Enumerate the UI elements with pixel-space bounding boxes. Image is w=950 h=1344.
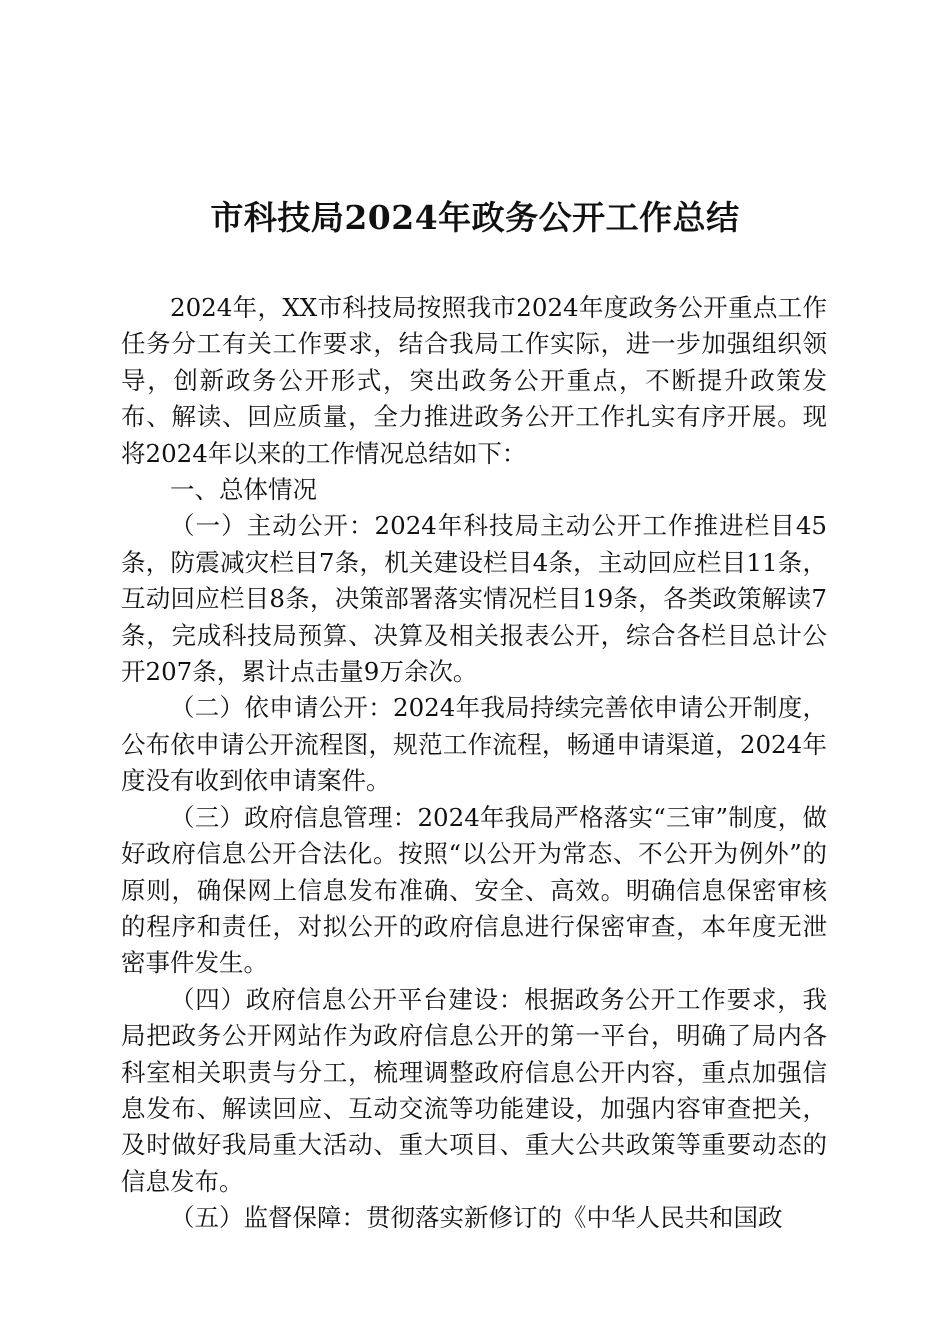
item-lead: （三）政府信息管理： bbox=[170, 802, 418, 832]
document-body bbox=[121, 290, 827, 1237]
item-text: 根据政务公开工作要求，我局把政务公开网站作为政府信息公开的第一平台，明确了局内各科室相关职责与分工，梳理调整政府信息公开内容，重点加强信息发布、解读回应、互动交流等功能建设，加强内容审查把关，及时做好我局重大活动、重大项目、重大公共政策等重要动态的信息发布。 bbox=[121, 984, 828, 1196]
item-paragraph-information-management bbox=[121, 800, 827, 982]
item-paragraph-supervision bbox=[121, 1200, 827, 1236]
section-heading-overview: 一、总体情况 bbox=[170, 475, 317, 505]
item-lead: （五）监督保障： bbox=[170, 1203, 366, 1233]
item-paragraph-proactive-disclosure bbox=[121, 508, 827, 690]
item-text: 贯彻落实新修订的《中华人民共和国政 bbox=[366, 1203, 783, 1233]
item-paragraph-application-disclosure bbox=[121, 690, 827, 799]
item-lead: （一）主动公开： bbox=[170, 511, 375, 541]
item-paragraph-platform-building bbox=[121, 982, 827, 1200]
document-title: 市科技局2024年政务公开工作总结 bbox=[210, 198, 740, 237]
item-lead: （四）政府信息公开平台建设： bbox=[170, 984, 525, 1014]
intro-paragraph: 2024年，XX市科技局按照我市2024年度政务公开重点工作任务分工有关工作要求，结合我局工作实际，进一步加强组织领导，创新政务公开形式，突出政务公开重点，不断提升政策发布、解读、回应质量，全力推进政务公开工作扎实有序开展。现将2024年以来的工作情况总结如下： bbox=[121, 293, 827, 468]
item-text: 2024年我局持续完善依申请公开制度，公布依申请公开流程图，规范工作流程，畅通申请渠道，2024年度没有收到依申请案件。 bbox=[121, 693, 827, 796]
item-text: 2024年我局严格落实“三审”制度，做好政府信息公开合法化。按照“以公开为常态、不公开为例外”的原则，确保网上信息发布准确、安全、高效。明确信息保密审核的程序和责任，对拟公开的政府信息进行保密审查，本年度无泄密事件发生。 bbox=[121, 802, 827, 978]
item-text: 2024年科技局主动公开工作推进栏目45条，防震减灾栏目7条，机关建设栏目4条，主动回应栏目11条，互动回应栏目8条，决策部署落实情况栏目19条，各类政策解读7条，完成科技局预算、决算及相关报表公开，综合各栏目总计公开207条，累计点击量9万余次。 bbox=[121, 511, 827, 687]
item-lead: （二）依申请公开： bbox=[170, 693, 393, 723]
